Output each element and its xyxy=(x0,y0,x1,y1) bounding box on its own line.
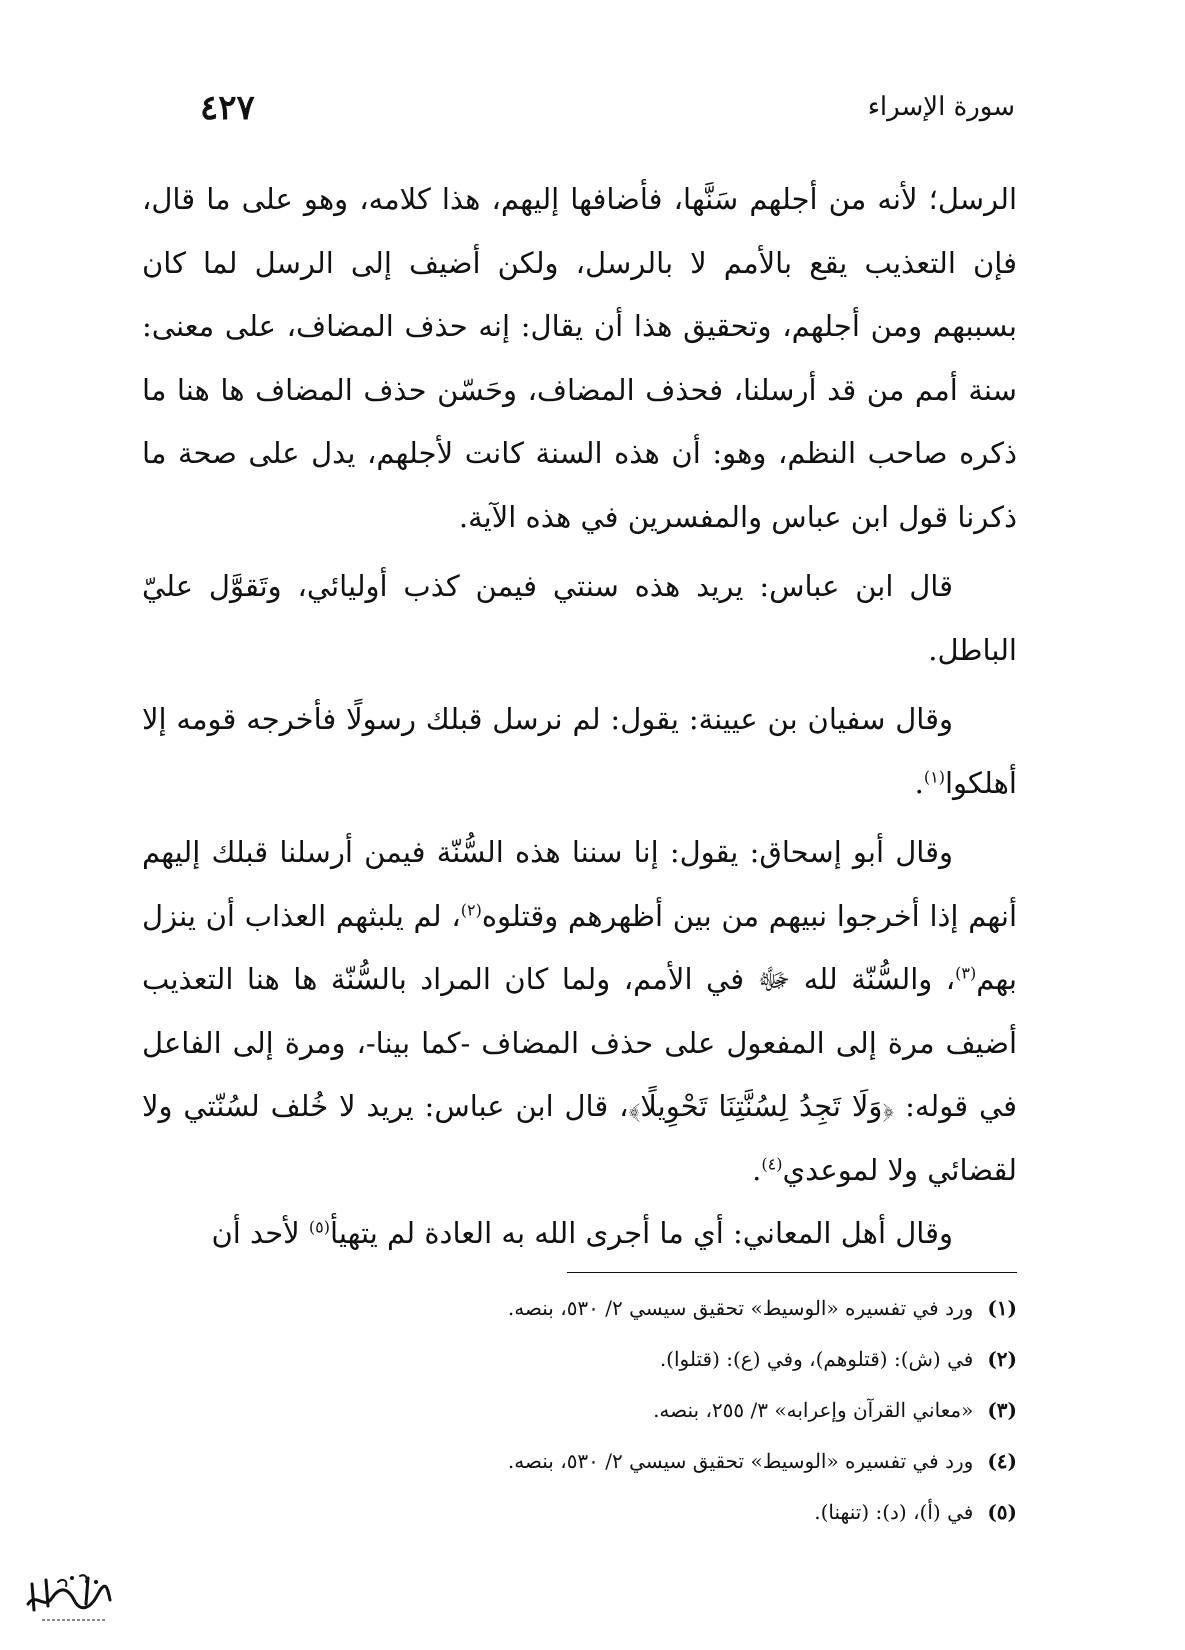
paragraph-1: الرسل؛ لأنه من أجلهم سَنَّها، فأضافها إليهم، هذا كلامه، وهو على ما قال، فإن التعذيب يقع بالأمم لا بالرسل، ولكن أضيف إلى الرسل لما كان بسببهم ومن أجلهم، وتحقيق هذا أن يقال: إنه حذف المضاف، على معنى: سنة أمم من قد أرسلنا، فحذف المضاف، وحَسّن حذف المضاف ها هنا ما ذكره صاحب النظم، وهو: أن هذه السنة كانت لأجلهم، يدل على صحة ما ذكرنا قول ابن عباس والمفسرين في هذه الآية. xyxy=(142,182,1017,534)
paragraph-5 xyxy=(142,1202,1017,1266)
paragraph-3-text: وقال سفيان بن عيينة: يقول: لم نرسل قبلك رسولًا فأخرجه قومه إلا أهلكوا xyxy=(142,702,1017,800)
footnote-ref-5: (٥) xyxy=(308,1217,331,1237)
footnote-number: (٣) xyxy=(987,1398,1017,1422)
paragraph-4-end: . xyxy=(752,1152,762,1187)
paragraph-4-part-a: وقال أبو إسحاق: يقول: إنا سننا هذه السُّنّة فيمن أرسلنا قبلك إليهم أنهم إذا أخرجوا نبيهم من بين أظهرهم وقتلوه xyxy=(142,835,1017,933)
footnote-ref-4: (٤) xyxy=(761,1153,783,1173)
paragraph-4-part-c: ، والسُّنّة لله ﷻ في الأمم، ولما كان المراد بالسُّنّة ها هنا التعذيب أضيف مرة إلى المفعول على حذف المضاف -كما بينا-، ومرة إلى الفاعل في قوله: ﴿وَلَا تَجِدُ لِسُنَّتِنَا تَحْوِيلًا﴾، قال ابن عباس: يريد لا خُلف لسُنّتي ولا لقضائي ولا لموعدي xyxy=(142,962,1017,1187)
surah-title: سورة الإسراء xyxy=(867,92,1015,122)
footnote-1 xyxy=(142,1283,1017,1334)
footnote-text: ورد في تفسيره «الوسيط» تحقيق سيسي ٢/ ٥٣٠، بنصه. xyxy=(507,1449,974,1473)
footnote-text: ورد في تفسيره «الوسيط» تحقيق سيسي ٢/ ٥٣٠، بنصه. xyxy=(507,1296,974,1320)
footnote-text: في (ش): (قتلوهم)، وفي (ع): (قتلوا). xyxy=(659,1347,974,1371)
paragraph-5-part-b: لأحد أن xyxy=(211,1216,309,1250)
footnote-3 xyxy=(142,1385,1017,1436)
paragraph-5-part-a: وقال أهل المعاني: أي ما أجرى الله به العادة لم يتهيأ xyxy=(330,1216,953,1250)
running-head xyxy=(200,88,1015,138)
footnote-number: (٤) xyxy=(987,1449,1017,1473)
paragraph-4-part-b: ، لم يلبثهم العذاب أن ينزل بهم xyxy=(142,898,1017,996)
footnote-5 xyxy=(142,1487,1017,1538)
main-text xyxy=(142,168,1017,1266)
paragraph-3 xyxy=(142,688,1017,815)
footnote-ref-3: (٣) xyxy=(955,963,977,983)
footnotes xyxy=(142,1283,1017,1538)
footnote-number: (١) xyxy=(987,1296,1017,1320)
paragraph-3-end: . xyxy=(914,765,924,800)
publisher-logo-icon xyxy=(22,1570,114,1628)
paragraph-2: قال ابن عباس: يريد هذه سنتي فيمن كذب أوليائي، وتَقوَّل عليّ الباطل. xyxy=(142,569,1017,667)
footnote-text: في (أ)، (د): (تنهنا). xyxy=(814,1500,974,1524)
paragraph-4 xyxy=(142,821,1017,1202)
footnote-ref-2: (٢) xyxy=(460,899,482,919)
footnote-2 xyxy=(142,1334,1017,1385)
footnote-number: (٥) xyxy=(987,1500,1017,1524)
footnote-4 xyxy=(142,1436,1017,1487)
page-number: ٤٢٧ xyxy=(200,88,255,128)
footnote-text: «معاني القرآن وإعرابه» ٣/ ٢٥٥، بنصه. xyxy=(653,1398,974,1422)
footnote-number: (٢) xyxy=(987,1347,1017,1371)
footnote-ref-1: (١) xyxy=(923,766,945,786)
footnote-divider xyxy=(567,1272,1017,1273)
